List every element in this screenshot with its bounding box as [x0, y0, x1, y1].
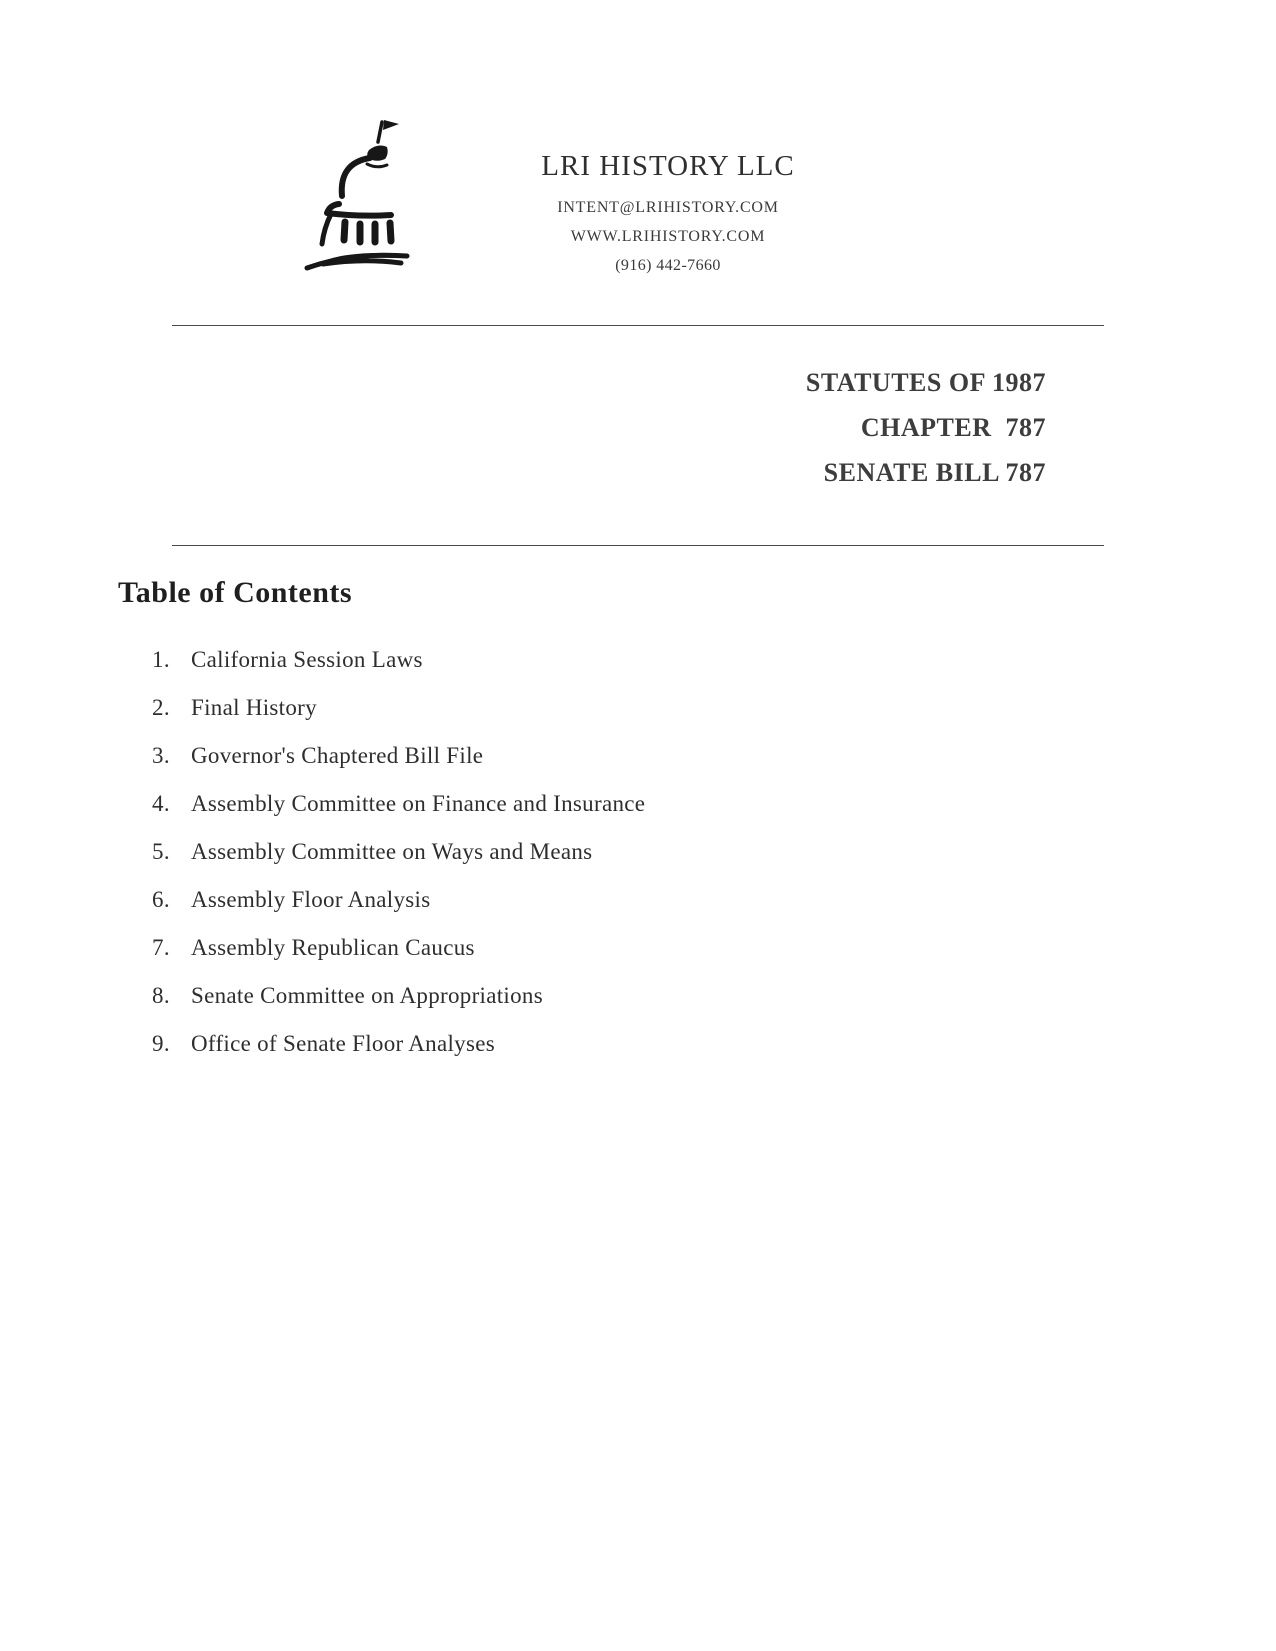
toc-heading: Table of Contents [118, 576, 353, 609]
chapter-line: CHAPTER 787 [860, 413, 1046, 442]
company-email: INTENT@LRIHISTORY.COM [557, 199, 779, 216]
table-of-contents [118, 546, 1158, 1055]
statute-title-block [172, 368, 1104, 488]
spacer [0, 503, 1276, 545]
toc-item-8: Senate Committee on Appropriations [191, 983, 543, 1008]
capitol-logo-icon [295, 118, 460, 293]
company-phone: (916) 442-7660 [615, 257, 721, 274]
toc-item-9: Office of Senate Floor Analyses [191, 1031, 495, 1056]
statutes-of-line: STATUTES OF 1987 [805, 368, 1046, 397]
toc-item-7: Assembly Republican Caucus [191, 935, 475, 960]
toc-item-3: Governor's Chaptered Bill File [191, 743, 484, 768]
toc-item-5: Assembly Committee on Ways and Means [191, 839, 593, 864]
toc-list [118, 648, 1158, 1055]
letterhead-text [498, 150, 838, 275]
divider-top [172, 325, 1104, 326]
toc-item-4: Assembly Committee on Finance and Insurance [191, 791, 646, 816]
company-name: LRI HISTORY LLC [541, 150, 795, 182]
toc-item-1: California Session Laws [191, 647, 423, 672]
toc-item-2: Final History [191, 695, 317, 720]
company-website: WWW.LRIHISTORY.COM [570, 228, 766, 245]
senate-bill-line: SENATE BILL 787 [823, 458, 1046, 487]
letterhead [0, 0, 1276, 293]
toc-item-6: Assembly Floor Analysis [191, 887, 431, 912]
